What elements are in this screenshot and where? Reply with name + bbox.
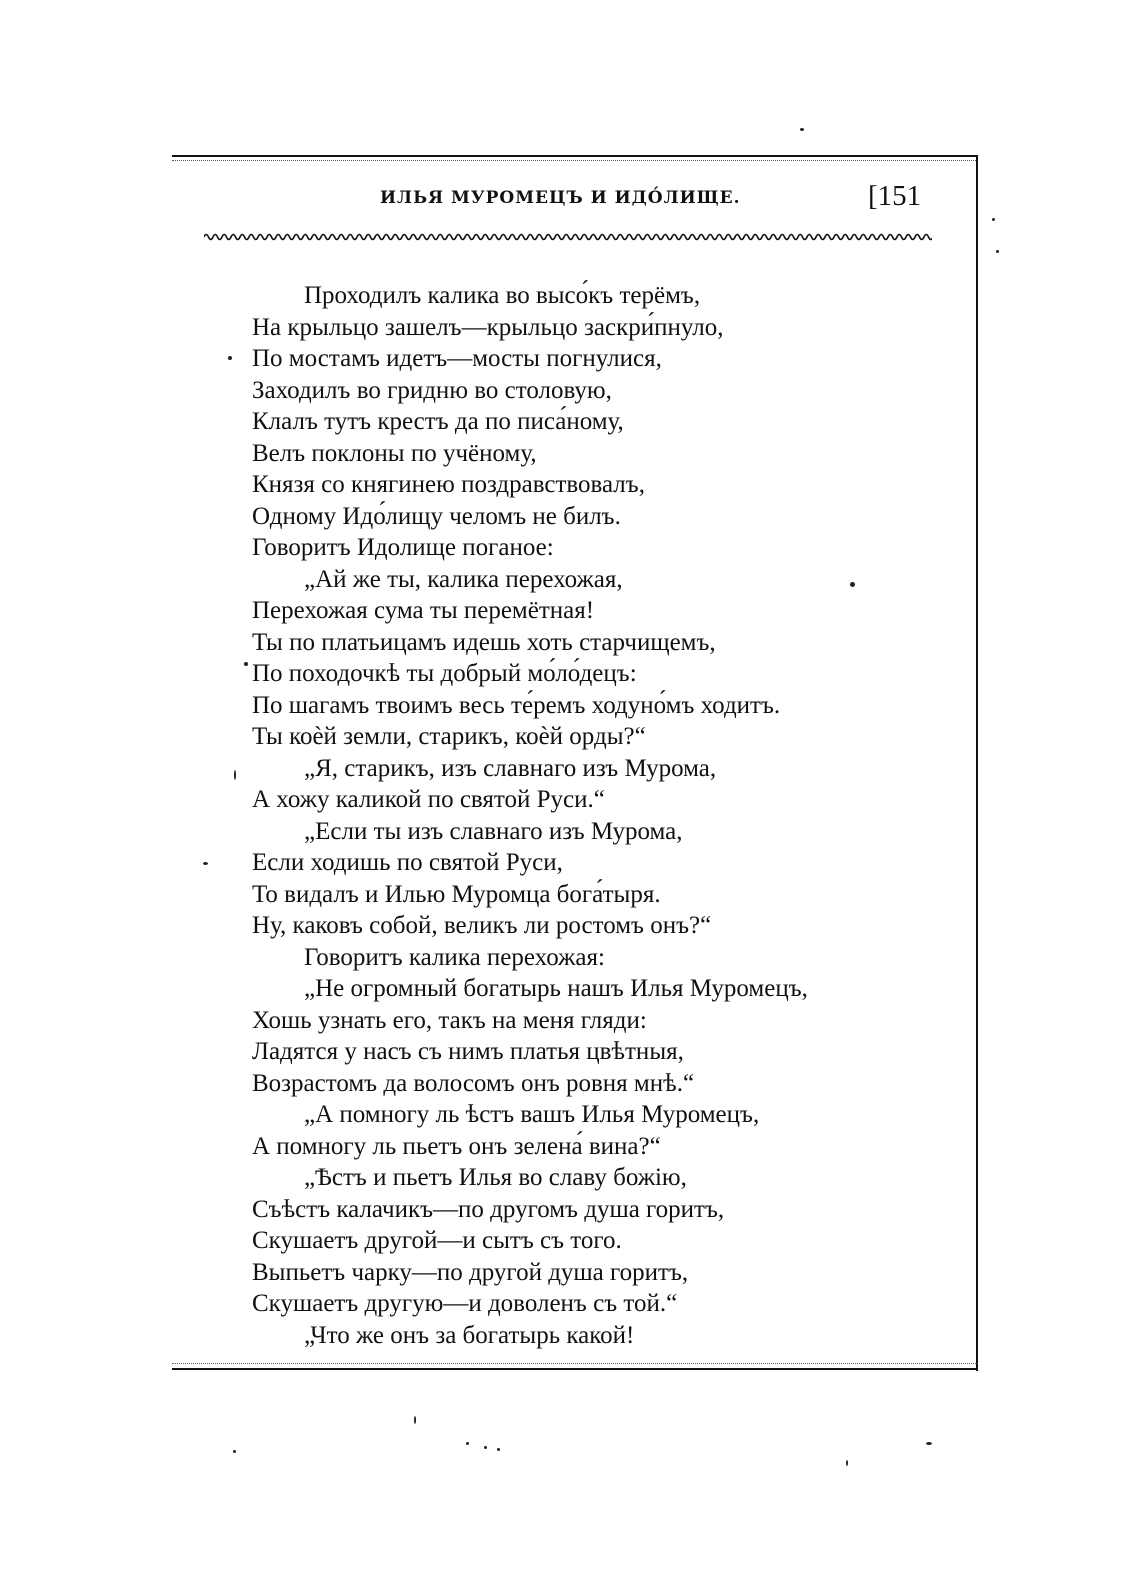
verse-line: Ты коѐй земли, старикъ, коѐй орды?“: [252, 723, 646, 750]
print-speck: [846, 1460, 848, 1466]
print-speck: [466, 1442, 469, 1445]
verse-line: Велъ поклоны по учёному,: [252, 439, 537, 467]
verse-line: „Ѣстъ и пьетъ Илья во славу божію,: [304, 1164, 687, 1191]
verse-line: Ну, каковъ собой, великъ ли ростомъ онъ?“: [252, 912, 712, 939]
right-frame-rule: [976, 155, 978, 1371]
verse-line: На крыльцо зашелъ—крыльцо заскри́пнуло,: [252, 313, 724, 341]
verse-line: „Что же онъ за богатырь какой!: [304, 1321, 635, 1349]
print-speck: [228, 356, 232, 360]
verse-line: Одному Идо́лищу челомъ не билъ.: [252, 502, 621, 530]
verse-line: По шагамъ твоимъ весь те́ремъ ходуно́мъ ходитъ.: [252, 691, 781, 719]
print-speck: [926, 1442, 932, 1445]
verse-line: Скушаетъ другую—и доволенъ съ той.“: [252, 1290, 678, 1317]
verse-line: „А помногу ль ѣстъ вашъ Илья Муромецъ,: [304, 1101, 760, 1128]
print-speck: [996, 250, 999, 253]
verse-line: Клалъ тутъ крестъ да по писа́ному,: [252, 408, 624, 435]
verse-line: Говоритъ Идолище поганое:: [252, 534, 554, 561]
verse-line: Выпьетъ чарку—по другой душа горитъ,: [252, 1258, 689, 1286]
bottom-frame-thin-rule: [172, 1363, 978, 1364]
verse-line: Съѣстъ калачикъ—по другомъ душа горитъ,: [252, 1195, 725, 1223]
print-speck: [497, 1448, 500, 1451]
verse-line: Скушаетъ другой—и сытъ съ того.: [252, 1227, 622, 1254]
verse-line: Если ходишь по святой Руси,: [252, 849, 563, 876]
wavy-ornament-rule: [204, 230, 932, 244]
verse-line: „Ай же ты, калика перехожая,: [304, 565, 623, 593]
verse-line: Перехожая сума ты перемётная!: [252, 597, 595, 624]
print-speck: [484, 1446, 487, 1449]
verse-line: „Не огромный богатырь нашъ Илья Муромецъ,: [304, 975, 808, 1002]
print-speck: [233, 1450, 236, 1453]
verse-block: [252, 280, 952, 1351]
print-speck: [850, 582, 855, 587]
verse-line: По мостамъ идетъ—мосты погнулися,: [252, 345, 662, 372]
verse-line: Князя со княгинею поздравствовалъ,: [252, 471, 645, 498]
verse-line: Проходилъ калика во высо́къ терёмъ,: [304, 282, 701, 309]
verse-line: То видалъ и Илью Муромца бога́тыря.: [252, 880, 661, 908]
verse-line: Хошь узнать его, такъ на меня гляди:: [252, 1006, 647, 1034]
top-frame-rule: [172, 155, 978, 157]
verse-line: „Я, старикъ, изъ славнаго изъ Мурома,: [304, 754, 717, 782]
running-head: ИЛЬЯ МУРОМЕЦЪ И ИДО́ЛИЩЕ.: [380, 188, 741, 208]
verse-line: „Если ты изъ славнаго изъ Мурома,: [304, 817, 683, 845]
print-speck: [234, 770, 236, 780]
verse-line: А хожу каликой по святой Руси.“: [252, 786, 605, 813]
print-speck: [244, 662, 248, 666]
verse-line: Заходилъ во гридню во столовую,: [252, 376, 612, 404]
verse-line: А помногу ль пьетъ онъ зелена́ вина?“: [252, 1132, 661, 1160]
print-speck: [414, 1416, 416, 1424]
verse-line: Ты по платьицамъ идешь хоть старчищемъ,: [252, 628, 716, 656]
verse-line: Возрастомъ да волосомъ онъ ровня мнѣ.“: [252, 1069, 695, 1097]
page-number: [151: [868, 180, 922, 212]
verse-line: По походочкѣ ты добрый мо́ло́децъ:: [252, 660, 637, 687]
print-speck: [800, 128, 804, 131]
top-frame-thin-rule: [172, 160, 978, 161]
verse-line: Говоритъ калика перехожая:: [304, 943, 605, 971]
print-speck: [992, 218, 995, 221]
print-speck: [203, 862, 208, 865]
verse-line: Ладятся у насъ съ нимъ платья цвѣтныя,: [252, 1038, 684, 1065]
bottom-frame-rule: [172, 1368, 978, 1370]
